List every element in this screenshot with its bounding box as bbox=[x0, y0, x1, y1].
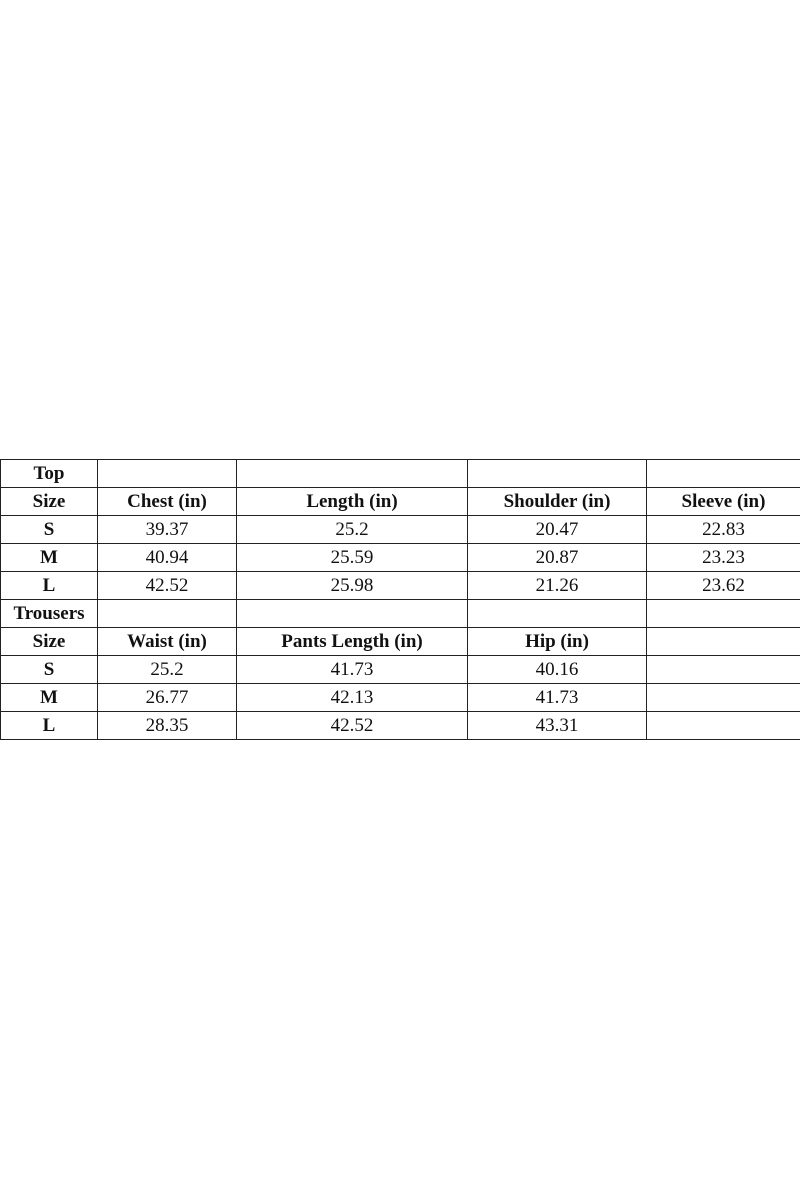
value-cell: 40.94 bbox=[98, 544, 237, 572]
size-cell: M bbox=[1, 684, 98, 712]
column-header: Waist (in) bbox=[98, 628, 237, 656]
value-cell: 28.35 bbox=[98, 712, 237, 740]
table-row bbox=[1, 516, 800, 544]
size-cell: S bbox=[1, 656, 98, 684]
value-cell: 40.16 bbox=[468, 656, 647, 684]
table-row bbox=[1, 544, 800, 572]
column-header: Sleeve (in) bbox=[647, 488, 800, 516]
value-cell: 41.73 bbox=[468, 684, 647, 712]
empty-cell bbox=[468, 460, 647, 488]
value-cell: 23.62 bbox=[647, 572, 800, 600]
section-row-trousers bbox=[1, 600, 800, 628]
table-row bbox=[1, 656, 800, 684]
column-header: Pants Length (in) bbox=[237, 628, 468, 656]
section-row-top bbox=[1, 460, 800, 488]
size-cell: L bbox=[1, 572, 98, 600]
size-cell: M bbox=[1, 544, 98, 572]
value-cell: 25.2 bbox=[98, 656, 237, 684]
value-cell: 25.98 bbox=[237, 572, 468, 600]
empty-cell bbox=[647, 684, 800, 712]
value-cell: 43.31 bbox=[468, 712, 647, 740]
value-cell: 41.73 bbox=[237, 656, 468, 684]
header-row-top bbox=[1, 488, 800, 516]
section-label-top: Top bbox=[1, 460, 98, 488]
column-header: Chest (in) bbox=[98, 488, 237, 516]
value-cell: 25.2 bbox=[237, 516, 468, 544]
value-cell: 21.26 bbox=[468, 572, 647, 600]
value-cell: 22.83 bbox=[647, 516, 800, 544]
empty-cell bbox=[647, 712, 800, 740]
section-label-trousers: Trousers bbox=[1, 600, 98, 628]
table-row bbox=[1, 684, 800, 712]
value-cell: 20.47 bbox=[468, 516, 647, 544]
size-chart-table bbox=[0, 459, 800, 740]
column-header: Size bbox=[1, 628, 98, 656]
empty-cell bbox=[468, 600, 647, 628]
table-row bbox=[1, 572, 800, 600]
empty-cell bbox=[98, 460, 237, 488]
value-cell: 23.23 bbox=[647, 544, 800, 572]
column-header: Length (in) bbox=[237, 488, 468, 516]
size-cell: S bbox=[1, 516, 98, 544]
empty-cell bbox=[98, 600, 237, 628]
empty-cell bbox=[647, 628, 800, 656]
value-cell: 42.52 bbox=[237, 712, 468, 740]
empty-cell bbox=[647, 460, 800, 488]
header-row-trousers bbox=[1, 628, 800, 656]
column-header: Shoulder (in) bbox=[468, 488, 647, 516]
empty-cell bbox=[237, 460, 468, 488]
column-header: Size bbox=[1, 488, 98, 516]
empty-cell bbox=[647, 656, 800, 684]
value-cell: 20.87 bbox=[468, 544, 647, 572]
value-cell: 42.13 bbox=[237, 684, 468, 712]
value-cell: 25.59 bbox=[237, 544, 468, 572]
value-cell: 39.37 bbox=[98, 516, 237, 544]
empty-cell bbox=[237, 600, 468, 628]
empty-cell bbox=[647, 600, 800, 628]
table-row bbox=[1, 712, 800, 740]
value-cell: 42.52 bbox=[98, 572, 237, 600]
value-cell: 26.77 bbox=[98, 684, 237, 712]
column-header: Hip (in) bbox=[468, 628, 647, 656]
size-cell: L bbox=[1, 712, 98, 740]
